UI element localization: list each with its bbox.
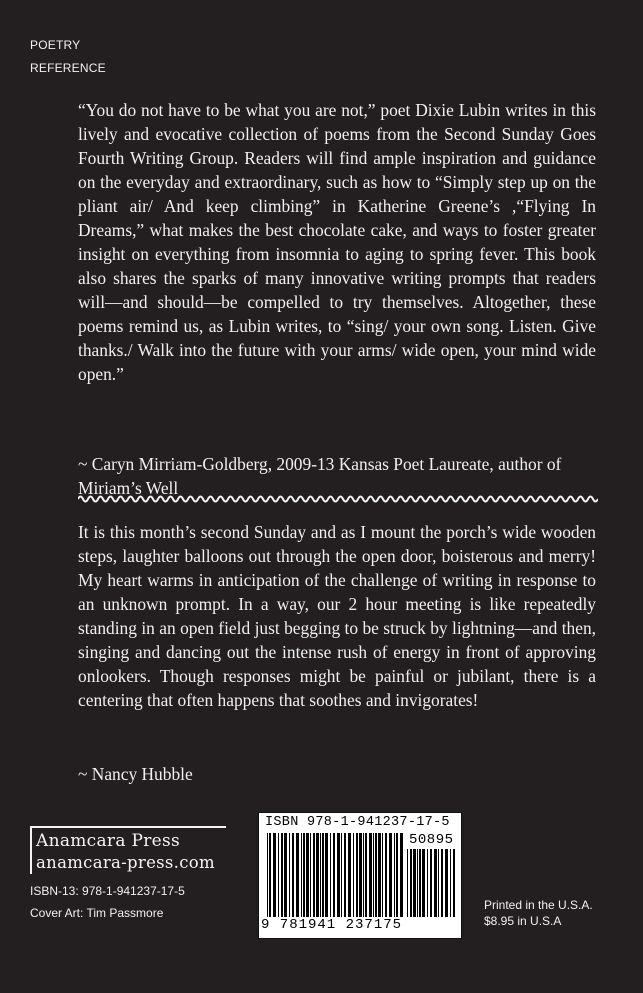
barcode-bar (365, 833, 367, 929)
review-attribution-text: ~ Caryn Mirriam-Goldberg, 2009-13 Kansas Poet Laureate, author of Miriam’s Well (78, 454, 562, 498)
barcode-bar (373, 833, 374, 929)
barcode-bar (353, 833, 354, 917)
wavy-divider (78, 492, 598, 506)
barcode-bar (407, 849, 408, 917)
barcode-bar (419, 849, 421, 917)
barcode-bar (301, 833, 302, 917)
barcode-bar (434, 849, 437, 917)
barcode-bar (289, 833, 290, 917)
barcode-bar (320, 833, 321, 917)
barcode-bar (413, 849, 416, 917)
barcode-bar (369, 833, 372, 929)
barcode-bar (281, 833, 283, 917)
category-reference: REFERENCE (30, 61, 106, 75)
price: $8.95 in U.S.A (484, 914, 562, 928)
barcode-bar (337, 833, 340, 917)
barcode-bar (269, 833, 271, 929)
barcode-bar (356, 833, 358, 917)
barcode-bar (284, 833, 287, 917)
barcode-bar (333, 833, 335, 917)
barcode-bar (400, 833, 403, 917)
isbn-text: ISBN-13: 978-1-941237-17-5 (30, 884, 185, 898)
barcode-isbn-label: ISBN 978-1-941237-17-5 (265, 815, 450, 830)
barcode-bar (430, 849, 432, 917)
publisher-logo (30, 826, 226, 874)
barcode-bar (348, 833, 351, 917)
barcode-bar (325, 833, 328, 917)
barcode-bars (267, 833, 403, 929)
cover-art-credit: Cover Art: Tim Passmore (30, 906, 164, 920)
barcode-bar (385, 833, 387, 917)
category-poetry: POETRY (30, 38, 81, 52)
barcode-bar (278, 833, 279, 917)
barcode-supplement-digits: 50895 (409, 832, 454, 848)
barcode-bar (363, 833, 364, 917)
barcode-bar (267, 833, 268, 929)
barcode-bar (427, 849, 428, 917)
isbn-barcode (258, 812, 462, 939)
barcode-bar (438, 849, 439, 917)
essay-author (78, 762, 596, 786)
barcode-bar (359, 833, 362, 917)
essay-author-text: ~ Nancy Hubble (78, 764, 193, 784)
barcode-bar (303, 833, 305, 917)
barcode-bar (378, 833, 381, 917)
publisher-name: Anamcara Press (36, 831, 181, 851)
barcode-bar (410, 849, 412, 917)
essay-excerpt-text: It is this month’s second Sunday and as I mount the porch’s wide wooden steps, laughter balloons out through the open door, boisterous and merry! My heart warms in anticipation of the challenge of writing in response to an unknown prompt. In a way, our 2 hour meeting is like repeatedly standing in an open field just begging to be struck by lightning—and then, singing and dancing out the intense rush of energy in front of approving onlookers. Though responses might be painful or jubilant, there is a centering that often happens that soothes and invigorates! (78, 522, 596, 710)
barcode-bar (450, 849, 451, 917)
barcode-bar (382, 833, 383, 917)
barcode-bar (375, 833, 377, 917)
review-blurb-text: “You do not have to be what you are not,” poet Dixie Lubin writes in this lively and evocative collection of poems from the Second Sunday Goes Fourth Writing Group. Readers will find ample inspiration and guidance on the everyday and extraordinary, such as how to “Simply step up on the pliant air/ And keep climbing” in Katherine Greene’s ,“Flying In Dreams,” what makes the best chocolate cake, and ways to foster greater insight on everything from insomnia to aging to spring fever. This book also shares the sparks of many innovative writing prompts that readers will—and should—be compelled to try themselves. Altogether, these poems remind us, as Lubin writes, to “sing/ your own song. Listen. Give thanks./ Walk into the future with your arms/ wide open, your mind wide open.” (78, 100, 596, 384)
barcode-bar (292, 833, 294, 917)
barcode-supplement-bars (407, 849, 455, 929)
barcode-bar (422, 849, 425, 917)
printed-in-usa: Printed in the U.S.A. (484, 898, 593, 912)
barcode-bar (273, 833, 276, 917)
barcode-bar (396, 833, 398, 917)
essay-excerpt (78, 520, 596, 712)
barcode-bar (296, 833, 299, 917)
barcode-bar (445, 849, 448, 917)
barcode-bar (306, 833, 309, 917)
barcode-bar (316, 833, 319, 917)
barcode-bar (341, 833, 342, 917)
barcode-bar (394, 833, 395, 917)
barcode-bar (417, 849, 418, 917)
publisher-website: anamcara-press.com (36, 853, 215, 872)
barcode-bar (344, 833, 346, 917)
barcode-bar (322, 833, 324, 917)
review-blurb (78, 98, 596, 386)
barcode-bar (310, 833, 311, 917)
barcode-bar (389, 833, 392, 917)
barcode-bar (441, 849, 443, 917)
barcode-bar (313, 833, 315, 917)
barcode-digits: 9 781941 237175 (261, 917, 403, 933)
barcode-bar (330, 833, 331, 917)
barcode-bar (453, 849, 455, 917)
